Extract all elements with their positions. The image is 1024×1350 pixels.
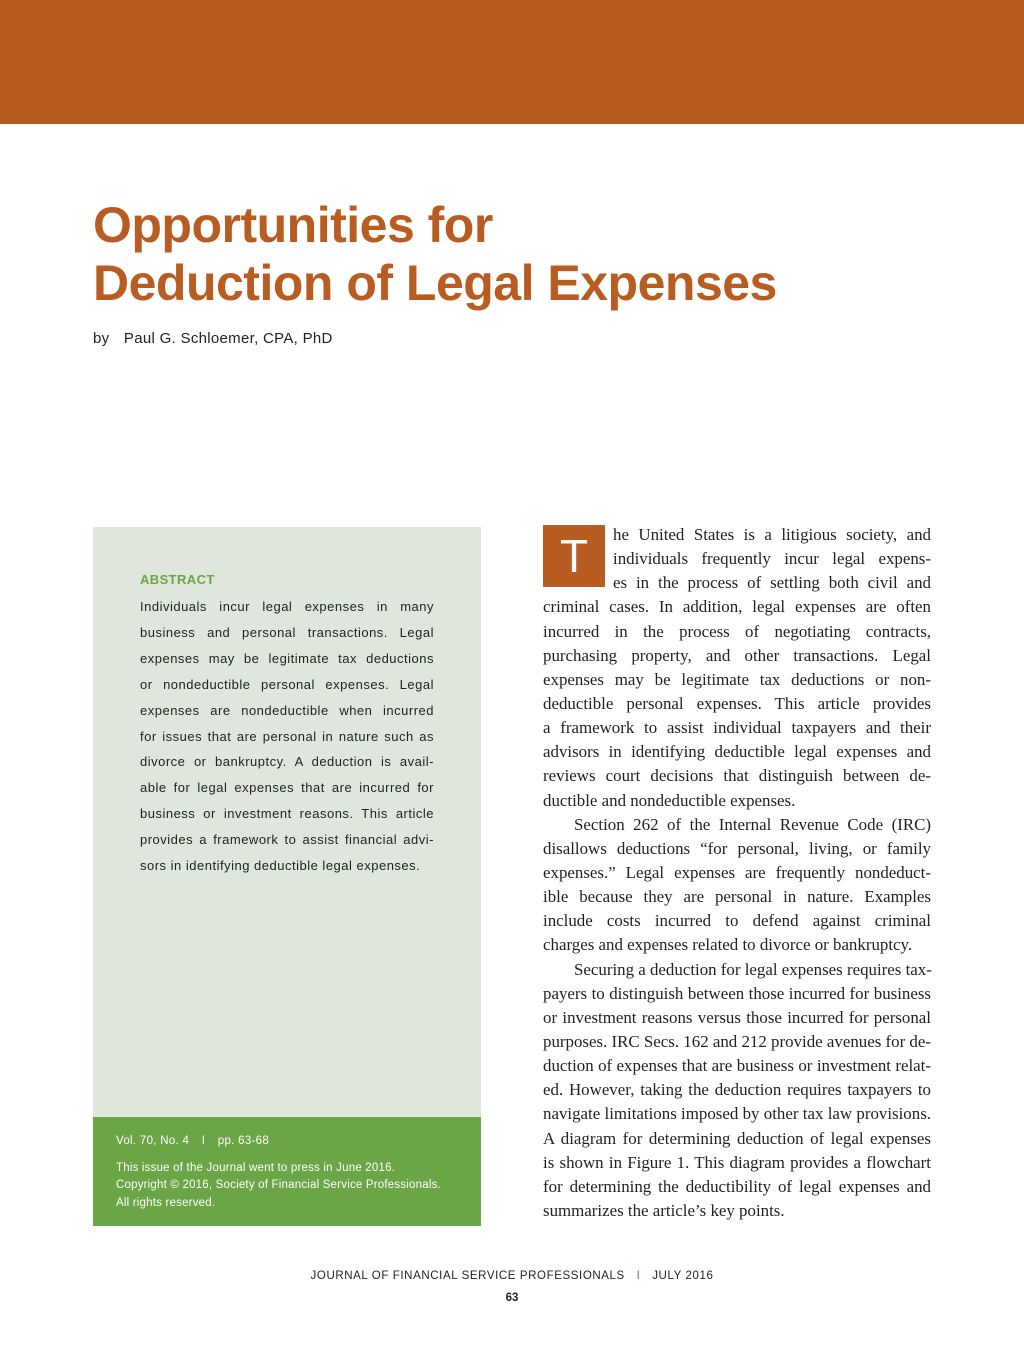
abstract-heading: ABSTRACT <box>140 572 215 587</box>
byline <box>93 330 333 347</box>
article-line: or investment reasons versus those incurred for personal <box>543 1007 931 1027</box>
article-line: for determining the deductibility of legal expenses and <box>543 1176 931 1196</box>
article-line: purchasing property, and other transactions. Legal <box>543 645 931 665</box>
article-line: purposes. IRC Secs. 162 and 212 provide avenues for de- <box>543 1031 931 1051</box>
article-line: payers to distinguish between those incurred for business <box>543 983 931 1003</box>
byline-prefix: by <box>93 330 110 347</box>
article-line: include costs incurred to defend against criminal <box>543 911 931 931</box>
article-line: reviews court decisions that distinguish between de- <box>543 766 931 786</box>
article-line: navigate limitations imposed by other tax law provisions. <box>543 1104 931 1124</box>
article-line: ible because they are personal in nature. Examples <box>543 887 931 907</box>
article-line: incurred in the process of negotiating contracts, <box>543 621 931 641</box>
article-line: charges and expenses related to divorce or bankruptcy. <box>543 935 913 955</box>
article-line: duction of expenses that are business or investment relat- <box>543 1056 931 1076</box>
article-line: ed. However, taking the deduction requires taxpayers to <box>543 1080 931 1100</box>
article-line: summarizes the article’s key points. <box>543 1200 785 1220</box>
abstract-line: expenses may be legitimate tax deductions <box>140 650 434 666</box>
article-line: es in the process of settling both civil and <box>613 573 931 593</box>
footer-separator: I <box>636 1270 641 1282</box>
abstract-line: business or investment reasons. This article <box>140 806 434 822</box>
article-line: a framework to assist individual taxpayers and their <box>543 718 931 738</box>
article-line: is shown in Figure 1. This diagram provides a flowchart <box>543 1152 931 1172</box>
article-body <box>543 523 931 1223</box>
abstract-line: able for legal expenses that are incurred for <box>140 780 434 796</box>
article-line: he United States is a litigious society, and <box>613 525 931 544</box>
article-line: criminal cases. In addition, legal expenses are often <box>543 597 931 617</box>
article-line: advisors in identifying deductible legal expenses and <box>543 742 931 762</box>
abstract-line: divorce or bankruptcy. A deduction is avail- <box>140 754 434 770</box>
article-line: A diagram for determining deduction of legal expenses <box>543 1128 931 1148</box>
abstract-line: or nondeductible personal expenses. Legal <box>140 676 434 692</box>
article-line: expenses.” Legal expenses are frequently nondeduct- <box>543 862 931 882</box>
page-number: 63 <box>505 1292 519 1304</box>
page-range: pp. 63-68 <box>217 1135 270 1147</box>
issue-date: JULY 2016 <box>652 1270 714 1282</box>
top-color-band <box>0 0 1024 124</box>
issue-info-panel <box>93 1117 481 1226</box>
abstract-line: expenses are nondeductible when incurred <box>140 702 434 718</box>
journal-name: JOURNAL OF FINANCIAL SERVICE PROFESSIONALS <box>310 1270 625 1282</box>
volume-separator: I <box>201 1135 206 1147</box>
abstract-text <box>140 594 434 879</box>
abstract-line: Individuals incur legal expenses in many <box>140 599 434 614</box>
abstract-line: for issues that are personal in nature such as <box>140 728 434 744</box>
article-line: deductible personal expenses. This article provides <box>543 693 931 713</box>
author-name: Paul G. Schloemer, CPA, PhD <box>123 330 333 347</box>
title-line: Deduction of Legal Expenses <box>93 255 777 311</box>
drop-cap: T <box>543 525 605 587</box>
abstract-panel <box>93 527 481 1117</box>
copyright-line: Copyright © 2016, Society of Financial Service Professionals. <box>116 1179 441 1192</box>
article-line: expenses may be legitimate tax deductions or non- <box>543 669 931 689</box>
volume-line <box>116 1135 269 1147</box>
article-line: disallows deductions “for personal, living, or family <box>543 838 931 858</box>
volume-number: Vol. 70, No. 4 <box>116 1135 190 1147</box>
copyright-line: This issue of the Journal went to press in June 2016. <box>116 1162 396 1174</box>
copyright-line: All rights reserved. <box>116 1196 216 1209</box>
article-title <box>93 196 777 312</box>
abstract-line: sors in identifying deductible legal expenses. <box>140 858 421 874</box>
article-line: individuals frequently incur legal expens- <box>613 549 931 569</box>
copyright-note <box>116 1160 441 1212</box>
article-line: Securing a deduction for legal expenses requires tax- <box>574 959 932 979</box>
title-line: Opportunities for <box>93 197 493 253</box>
article-line: ductible and nondeductible expenses. <box>543 790 796 810</box>
running-footer <box>0 1270 1024 1282</box>
abstract-line: provides a framework to assist financial advi- <box>140 832 434 848</box>
article-line: Section 262 of the Internal Revenue Code (IRC) <box>574 814 931 834</box>
abstract-line: business and personal transactions. Legal <box>140 624 434 640</box>
